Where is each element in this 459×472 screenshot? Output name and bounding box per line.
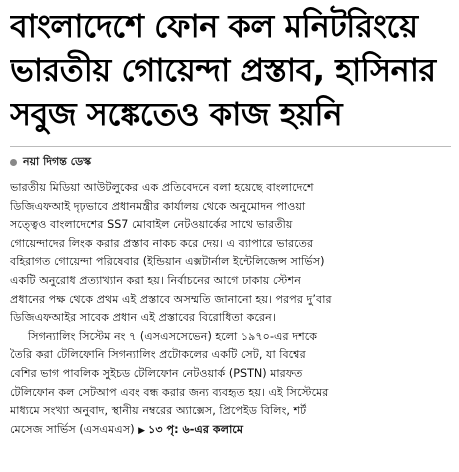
body-line: বহিরাগত গোয়েন্দা পরিষেবার (ইন্ডিয়ান এক্সটার্নাল ইন্টেলিজেন্স সার্ভিস) xyxy=(10,255,325,269)
byline-text: নয়া দিগন্ত ডেস্ক xyxy=(23,154,92,168)
body-line: বেশির ভাগ পাবলিক সুইচড টেলিফোন নেটওয়ার্ক (PSTN) মারফত xyxy=(10,366,303,380)
headline xyxy=(10,4,451,136)
continued-arrow-icon: ▶ xyxy=(138,425,146,436)
headline-line-2: ভারতীয় গোয়েন্দা প্রস্তাব, হাসিনার xyxy=(10,51,436,89)
body-line: ডিজিএফআই দৃঢ়ভাবে প্রধানমন্ত্রীর কার্যালয় থেকে অনুমোদন পাওয়া xyxy=(10,199,306,213)
paragraph-2 xyxy=(10,328,451,441)
last-line-text: মেসেজ সার্ভিস (এসএমএস) xyxy=(10,422,135,436)
body-line: ভারতীয় মিডিয়া আউটলুকের এক প্রতিবেদনে বলা হয়েছে বাংলাদেশে xyxy=(10,181,314,194)
body-line: একটি অনুরোধ প্রত্যাখ্যান করা হয়। নির্বাচনের আগে ঢাকায় স্টেশন xyxy=(10,273,301,287)
body-line: সিগন্যালিং সিস্টেম নং ৭ (এসএসসেভেন) হলো ১৯৭০-এর দশকে xyxy=(28,329,318,343)
headline-line-3: সবুজ সঙ্কেতেও কাজ হয়নি xyxy=(10,95,343,133)
divider xyxy=(10,146,451,147)
body-line: মাধ্যমে সংখ্যা অনুবাদ, স্থানীয় নম্বরের অ্যাক্সেস, প্রিপেইড বিলিং, শর্ট xyxy=(10,404,307,418)
body-line: গোয়েন্দাদের লিংক করার প্রস্তাব নাকচ করে দেয়। এ ব্যাপারে ভারতের xyxy=(10,236,314,250)
body-line: সত্ত্বেও বাংলাদেশের SS7 মোবাইল নেটওয়ার্কের সাথে ভারতীয় xyxy=(10,218,293,232)
body-line: টেলিফোন কল সেটআপ এবং বন্ধ করার জন্য ব্যবহৃত হয়। এই সিস্টেমের xyxy=(10,385,329,399)
continued-reference: ১৩ পৃ: ৬-এর কলামে xyxy=(148,422,244,436)
body-line: প্রধানের পক্ষ থেকে প্রথম এই প্রস্তাবে অসম্মতি জানানো হয়। পরপর দু’বার xyxy=(10,292,332,306)
bullet-icon xyxy=(10,159,17,166)
article-body xyxy=(10,179,451,440)
paragraph-1 xyxy=(10,179,451,328)
body-line: ডিজিএফআইর সাবেক প্রধান এই প্রস্তাবের বিরোধিতা করেন। xyxy=(10,311,276,325)
headline-line-1: বাংলাদেশে ফোন কল মনিটরিংয়ে xyxy=(10,7,418,45)
body-line: তৈরি করা টেলিফোনি সিগন্যালিং প্রটোকলের একটি সেট, যা বিশ্বের xyxy=(10,348,306,362)
body-last-line xyxy=(10,421,451,441)
byline xyxy=(10,153,451,171)
